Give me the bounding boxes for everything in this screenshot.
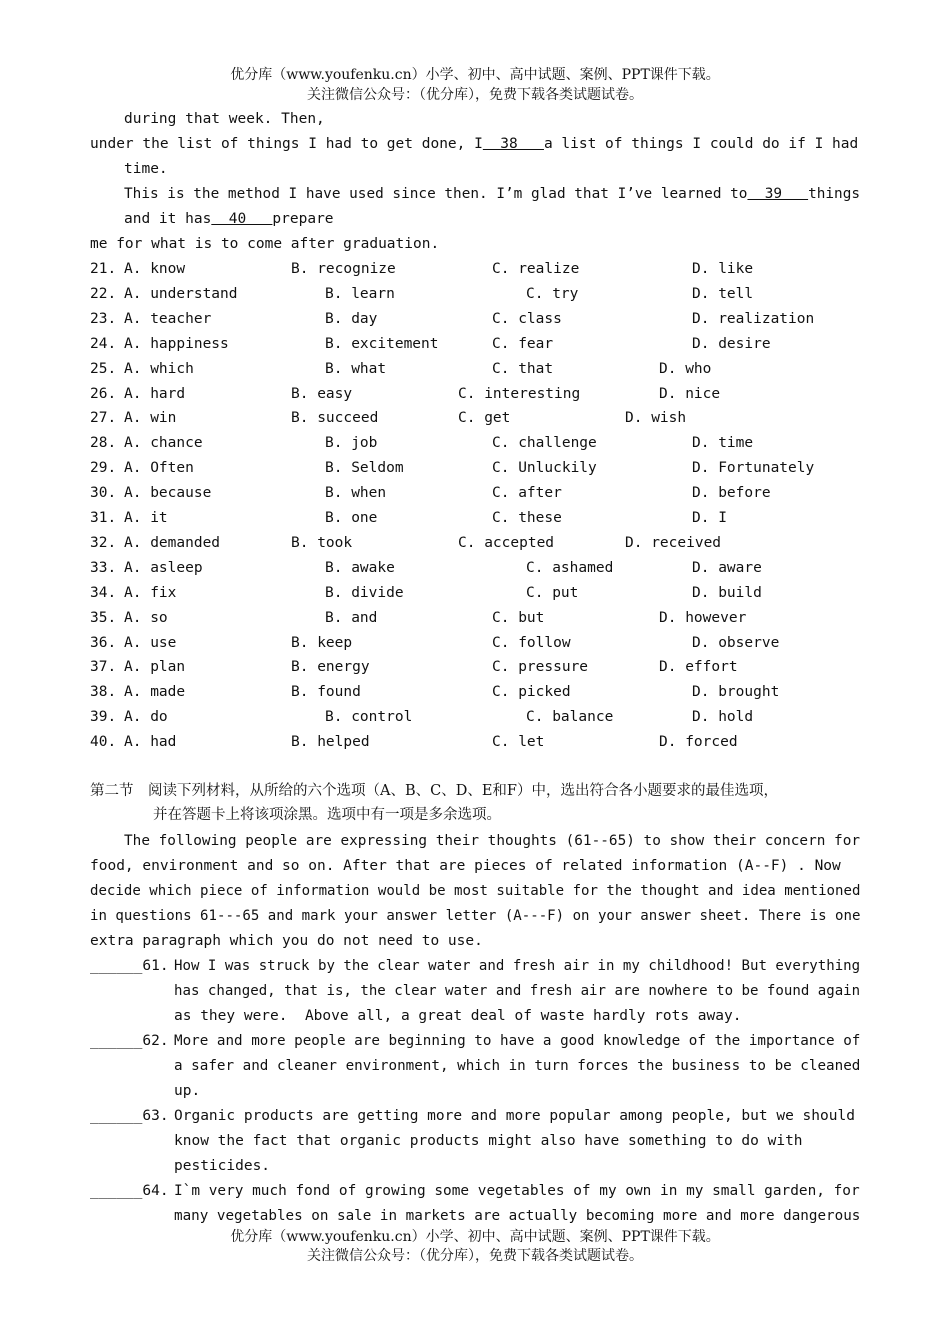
question-23-option-d: D. realization — [692, 310, 815, 327]
question-37-option-a: A. plan — [124, 659, 186, 676]
question-32-option-c: C. accepted — [458, 534, 555, 551]
question-30-option-d: D. before — [692, 485, 771, 502]
question-33-number: 33. — [90, 559, 117, 576]
question-21-option-b: B. recognize — [291, 261, 396, 277]
item-61-number: ______61. — [90, 958, 169, 974]
question-39-option-b: B. control — [325, 709, 413, 726]
question-33-option-a: A. asleep — [124, 559, 203, 576]
question-33-option-c: C. ashamed — [526, 559, 614, 576]
question-21-option-c: C. realize — [492, 261, 580, 277]
question-29-option-b: B. Seldom — [325, 460, 404, 477]
question-31-option-b: B. one — [325, 510, 378, 526]
question-27-number: 27. — [90, 410, 117, 427]
question-27-option-c: C. get — [458, 410, 511, 427]
item-63-line-3: pesticides. — [174, 1158, 271, 1174]
item-62-line-2: a safer and cleaner environment, which in turn forces the business to be cleaned — [174, 1058, 861, 1074]
item-62-line-3: up. — [174, 1083, 201, 1099]
question-25-option-c: C. that — [492, 360, 554, 377]
question-30-option-c: C. after — [492, 485, 562, 502]
header-line-2: 关注微信公众号：（优分库），免费下载各类试题试卷。 — [307, 87, 643, 103]
question-27-option-d: D. wish — [625, 410, 687, 427]
question-22-option-c: C. try — [526, 285, 579, 302]
question-40-option-c: C. let — [492, 734, 545, 751]
question-28-option-d: D. time — [692, 435, 754, 452]
question-37-option-b: B. energy — [291, 659, 370, 676]
question-34-number: 34. — [90, 584, 117, 601]
question-37-option-c: C. pressure — [492, 659, 589, 676]
question-26-option-b: B. easy — [291, 385, 353, 402]
question-40-option-b: B. helped — [291, 734, 370, 751]
intro-line-3: decide which piece of information would be most suitable for the thought and idea mentioned — [90, 883, 861, 899]
question-34-option-b: B. divide — [325, 584, 404, 601]
item-61-line-1: How I was struck by the clear water and fresh air in my childhood! But everything — [174, 958, 861, 974]
question-36-option-c: C. follow — [492, 634, 571, 651]
question-23-option-a: A. teacher — [124, 310, 212, 327]
question-32-option-a: A. demanded — [124, 534, 221, 551]
question-22-option-a: A. understand — [124, 285, 238, 302]
question-21-option-d: D. like — [692, 261, 754, 277]
question-28-number: 28. — [90, 435, 117, 452]
question-24-option-b: B. excitement — [325, 335, 439, 352]
item-63-number: ______63. — [90, 1108, 169, 1124]
question-33-option-b: B. awake — [325, 559, 395, 576]
question-25-option-d: D. who — [659, 360, 712, 377]
question-24-option-c: C. fear — [492, 335, 554, 352]
question-29-option-a: A. Often — [124, 460, 194, 477]
question-33-option-d: D. aware — [692, 559, 762, 576]
question-39-option-c: C. balance — [526, 709, 614, 726]
question-26-number: 26. — [90, 385, 117, 402]
item-61-line-3: as they were. Above all, a great deal of waste hardly rots away. — [174, 1008, 742, 1024]
question-26-option-d: D. nice — [659, 385, 721, 402]
question-31-option-d: D. I — [692, 510, 727, 526]
question-21-number: 21. — [90, 261, 117, 277]
question-21-option-a: A. know — [124, 261, 186, 277]
question-22-option-d: D. tell — [692, 285, 754, 302]
question-23-option-b: B. day — [325, 310, 378, 327]
question-32-option-b: B. took — [291, 534, 353, 551]
question-25-number: 25. — [90, 360, 117, 377]
question-34-option-d: D. build — [692, 584, 762, 601]
question-25-option-a: A. which — [124, 360, 194, 377]
question-24-number: 24. — [90, 335, 117, 352]
item-62-line-1: More and more people are beginning to have a good knowledge of the importance of — [174, 1033, 861, 1049]
question-26-option-c: C. interesting — [458, 385, 581, 402]
question-32-option-d: D. received — [625, 534, 722, 551]
question-39-number: 39. — [90, 709, 117, 726]
passage-line-6: me for what is to come after graduation. — [90, 236, 440, 252]
question-32-number: 32. — [90, 534, 117, 551]
question-22-number: 22. — [90, 285, 117, 302]
passage-line-5: and it has 40 prepare — [124, 211, 334, 227]
intro-line-1: The following people are expressing their thoughts (61--65) to show their concern for — [124, 833, 861, 849]
question-37-option-d: D. effort — [659, 659, 738, 676]
question-31-option-a: A. it — [124, 510, 168, 526]
question-23-option-c: C. class — [492, 310, 562, 327]
question-38-option-b: B. found — [291, 684, 361, 701]
question-40-option-a: A. had — [124, 734, 177, 751]
question-35-number: 35. — [90, 609, 117, 626]
question-36-option-a: A. use — [124, 634, 177, 651]
question-28-option-b: B. job — [325, 435, 378, 452]
question-26-option-a: A. hard — [124, 385, 186, 402]
question-30-number: 30. — [90, 485, 117, 502]
question-28-option-a: A. chance — [124, 435, 203, 452]
question-39-option-a: A. do — [124, 709, 168, 726]
question-29-option-c: C. Unluckily — [492, 460, 597, 477]
question-38-number: 38. — [90, 684, 117, 701]
passage-line-1: during that week. Then, — [124, 111, 325, 127]
intro-line-4: in questions 61---65 and mark your answer letter (A---F) on your answer sheet. There is one — [90, 908, 861, 924]
question-30-option-b: B. when — [325, 485, 387, 502]
question-24-option-a: A. happiness — [124, 335, 229, 352]
question-23-number: 23. — [90, 310, 117, 327]
question-35-option-b: B. and — [325, 609, 378, 626]
question-29-option-d: D. Fortunately — [692, 460, 815, 477]
passage-line-4: This is the method I have used since then. I’m glad that I’ve learned to 39 things — [124, 186, 861, 202]
question-31-number: 31. — [90, 510, 117, 526]
question-24-option-d: D. desire — [692, 335, 771, 352]
question-36-option-d: D. observe — [692, 634, 780, 651]
footer-line-1: 优分库（www.youfenku.cn）小学、初中、高中试题、案例、PPT课件下载。 — [230, 1229, 720, 1245]
section2-title-line-1: 第二节 阅读下列材料，从所给的六个选项（A、B、C、D、E和F）中，选出符合各小题要求的最佳选项， — [90, 783, 778, 799]
item-63-line-1: Organic products are getting more and more popular among people, but we should — [174, 1108, 855, 1124]
question-36-number: 36. — [90, 634, 117, 651]
question-29-number: 29. — [90, 460, 117, 477]
item-63-line-2: know the fact that organic products might also have something to do with — [174, 1133, 803, 1149]
question-34-option-a: A. fix — [124, 584, 177, 601]
item-64-line-1: I`m very much fond of growing some vegetables of my own in my small garden, for — [174, 1183, 860, 1199]
question-40-number: 40. — [90, 734, 117, 751]
blank-38: 38 — [482, 136, 544, 152]
intro-line-2: food, environment and so on. After that are pieces of related information (A--F) . Now — [90, 858, 841, 874]
blank-40: 40 — [211, 211, 273, 227]
question-35-option-c: C. but — [492, 609, 545, 626]
question-38-option-d: D. brought — [692, 684, 780, 701]
question-35-option-a: A. so — [124, 609, 168, 626]
question-34-option-c: C. put — [526, 584, 579, 601]
question-39-option-d: D. hold — [692, 709, 754, 726]
question-27-option-b: B. succeed — [291, 410, 379, 427]
question-35-option-d: D. however — [659, 609, 747, 626]
question-38-option-a: A. made — [124, 684, 186, 701]
intro-line-5: extra paragraph which you do not need to use. — [90, 933, 483, 949]
passage-line-2: under the list of things I had to get done, I 38 a list of things I could do if I had — [90, 136, 859, 152]
question-30-option-a: A. because — [124, 485, 212, 502]
blank-39: 39 — [747, 186, 809, 202]
item-64-line-2: many vegetables on sale in markets are actually becoming more and more dangerous — [174, 1208, 861, 1224]
section2-title-line-2: 并在答题卡上将该项涂黑。选项中有一项是多余选项。 — [153, 807, 501, 823]
item-61-line-2: has changed, that is, the clear water and fresh air are nowhere to be found again — [174, 983, 861, 999]
question-40-option-d: D. forced — [659, 734, 738, 751]
question-27-option-a: A. win — [124, 410, 177, 427]
item-62-number: ______62. — [90, 1033, 169, 1049]
passage-line-3: time. — [124, 161, 168, 177]
header-line-1: 优分库（www.youfenku.cn）小学、初中、高中试题、案例、PPT课件下载。 — [230, 67, 720, 83]
question-36-option-b: B. keep — [291, 634, 353, 651]
footer-line-2: 关注微信公众号：（优分库），免费下载各类试题试卷。 — [307, 1248, 643, 1264]
question-38-option-c: C. picked — [492, 684, 571, 701]
item-64-number: ______64. — [90, 1183, 169, 1199]
question-28-option-c: C. challenge — [492, 435, 597, 452]
question-22-option-b: B. learn — [325, 285, 395, 302]
question-25-option-b: B. what — [325, 360, 387, 377]
question-37-number: 37. — [90, 659, 117, 676]
question-31-option-c: C. these — [492, 510, 562, 526]
